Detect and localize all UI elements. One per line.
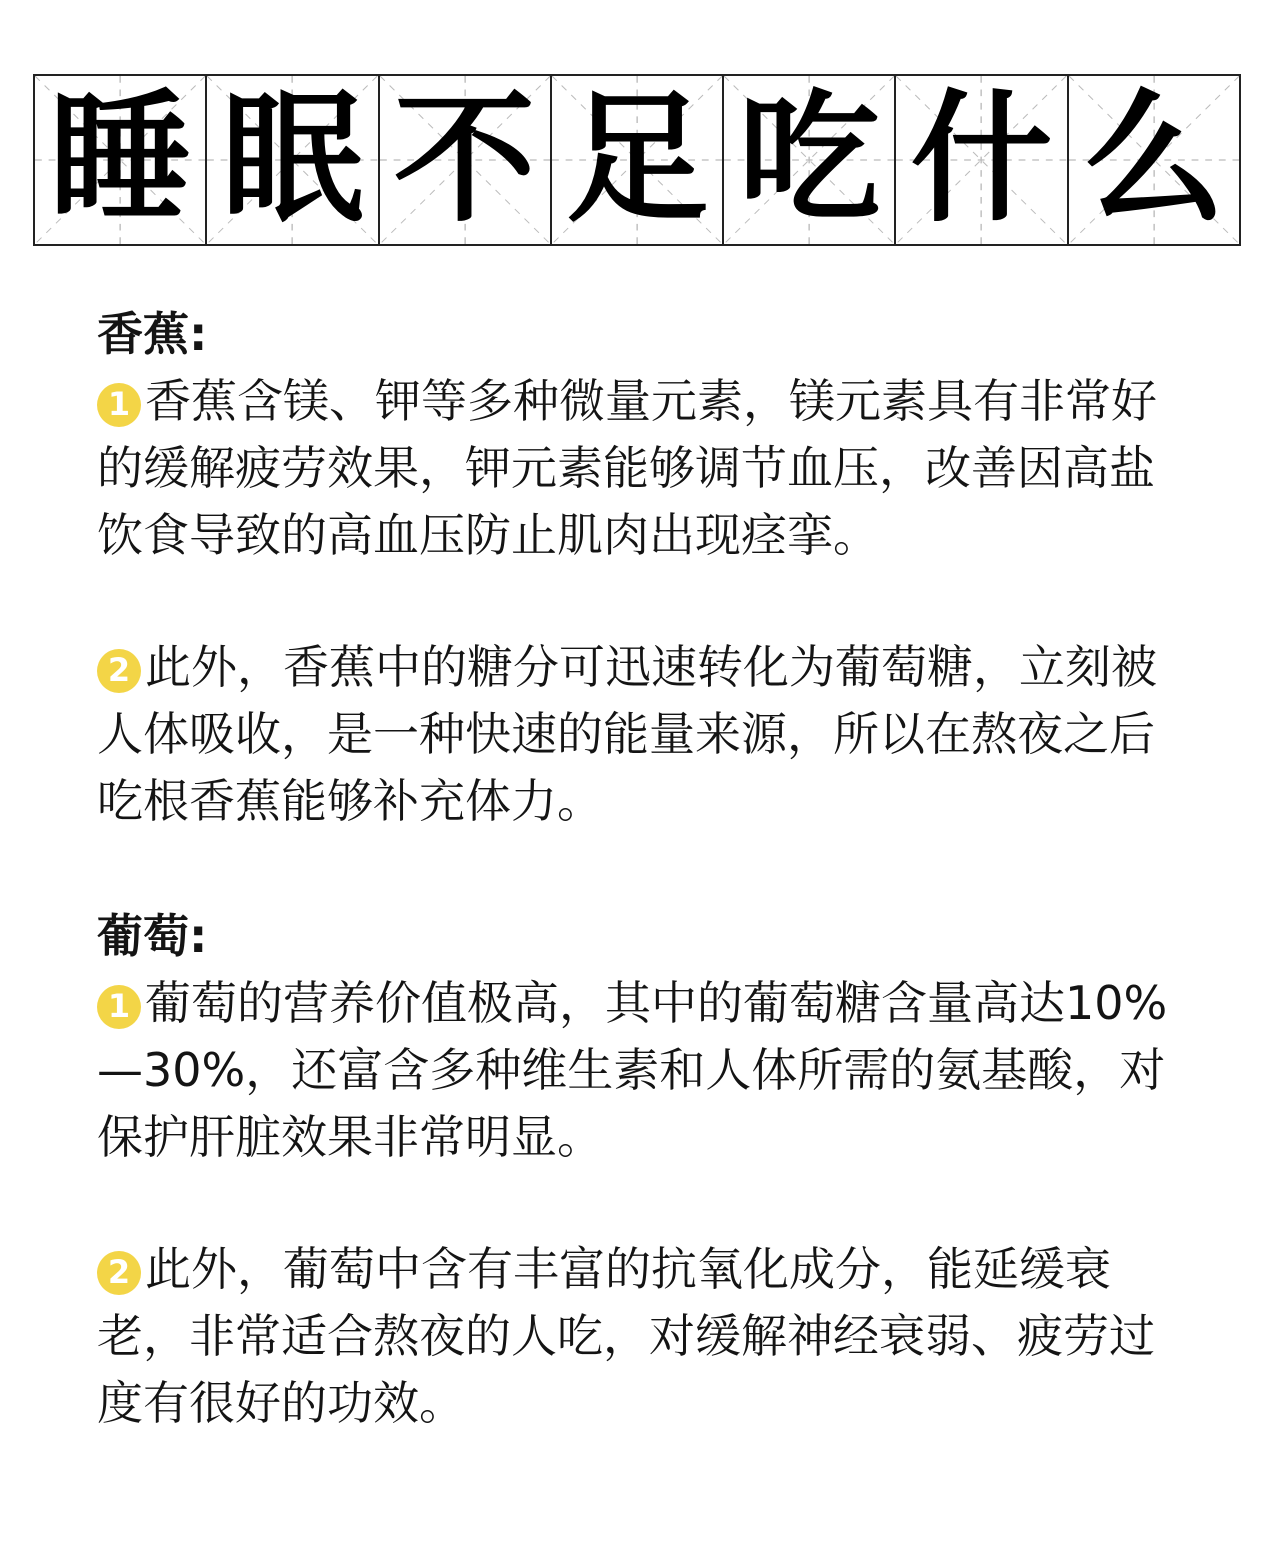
spacer (97, 835, 1187, 902)
point-text: 此外，葡萄中含有丰富的抗氧化成分，能延缓衰老，非常适合熬夜的人吃，对缓解神经衰弱、疲劳过度有很好的功效。 (97, 1242, 1155, 1430)
title-char: 么 (1082, 77, 1225, 242)
number-1-badge-icon: 1 (97, 985, 141, 1029)
spacer (97, 1171, 1187, 1236)
point-text: 葡萄的营养价值极高，其中的葡萄糖含量高达10%—30%，还富含多种维生素和人体所需的氨基酸，对保护肝脏效果非常明显。 (97, 976, 1168, 1164)
section-heading-banana: 香蕉: (97, 307, 208, 361)
title-char: 什 (910, 77, 1053, 242)
title-char: 眠 (221, 77, 364, 242)
number-2-badge-icon: 2 (97, 649, 141, 693)
section-heading-grape: 葡萄: (97, 909, 208, 963)
title-cell (724, 76, 896, 244)
point-text: 香蕉含镁、钾等多种微量元素，镁元素具有非常好的缓解疲劳效果，钾元素能够调节血压，改善因高盐饮食导致的高血压防止肌肉出现痉挛。 (97, 374, 1157, 562)
point-text: 此外，香蕉中的糖分可迅速转化为葡萄糖，立刻被人体吸收，是一种快速的能量来源，所以在熬夜之后吃根香蕉能够补充体力。 (97, 640, 1157, 828)
title-char: 吃 (738, 77, 881, 242)
grape-point-2 (97, 1236, 1187, 1437)
grape-point-1 (97, 970, 1187, 1171)
banana-point-2 (97, 634, 1187, 835)
title-cell (1069, 76, 1239, 244)
title-cell (552, 76, 724, 244)
banana-point-1 (97, 368, 1187, 569)
title-cell (380, 76, 552, 244)
spacer (97, 569, 1187, 634)
number-2-badge-icon: 2 (97, 1251, 141, 1295)
title-char: 睡 (49, 77, 192, 242)
title-cell (35, 76, 207, 244)
title-grid (33, 74, 1241, 246)
title-char: 足 (565, 77, 708, 242)
number-1-badge-icon: 1 (97, 383, 141, 427)
title-cell (896, 76, 1068, 244)
title-char: 不 (393, 77, 536, 242)
article-body (97, 300, 1187, 1437)
title-cell (207, 76, 379, 244)
